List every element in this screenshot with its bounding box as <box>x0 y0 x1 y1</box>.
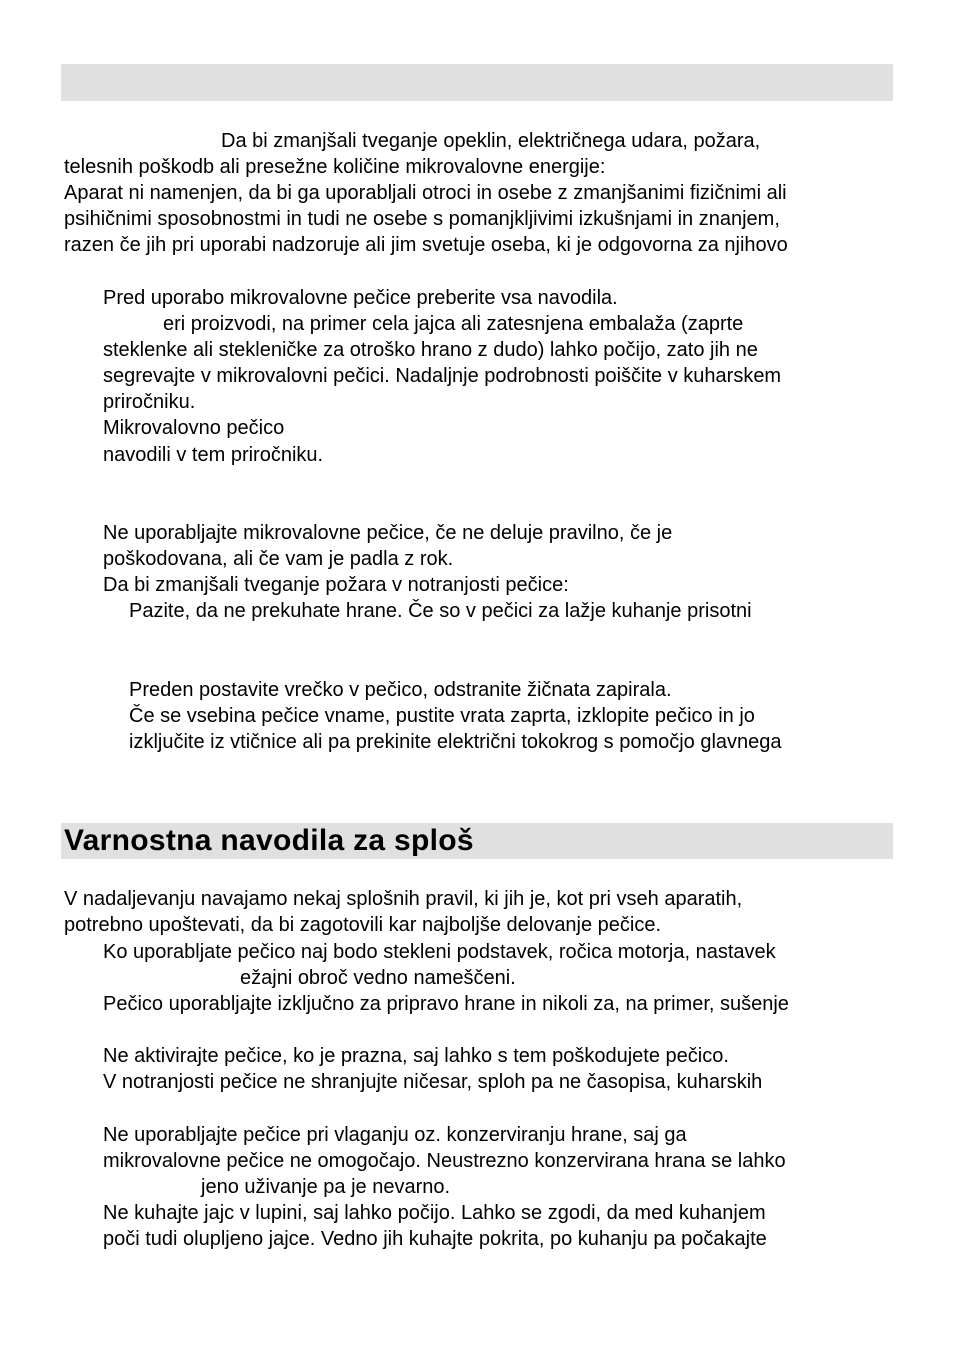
text-line: razen če jih pri uporabi nadzoruje ali jim svetuje oseba, ki je odgovorna za njihovo <box>64 234 788 256</box>
text-line: Preden postavite vrečko v pečico, odstranite žičnata zapirala. <box>129 679 672 701</box>
text-line: Ne uporabljajte pečice pri vlaganju oz. konzerviranju hrane, saj ga <box>103 1124 687 1146</box>
text-line: Pečico uporabljajte izključno za pripravo hrane in nikoli za, na primer, sušenje <box>103 993 789 1015</box>
text-line: Da bi zmanjšali tveganje opeklin, električnega udara, požara, <box>221 130 761 152</box>
text-line: Da bi zmanjšali tveganje požara v notranjosti pečice: <box>103 574 569 596</box>
text-line: Pred uporabo mikrovalovne pečice preberite vsa navodila. <box>103 287 618 309</box>
text-line: V nadaljevanju navajamo nekaj splošnih pravil, ki jih je, kot pri vseh aparatih, <box>64 888 743 910</box>
text-line: telesnih poškodb ali presežne količine mikrovalovne energije: <box>64 156 606 178</box>
text-line: priročniku. <box>103 391 196 413</box>
text-line: navodili v tem priročniku. <box>103 444 324 466</box>
text-line: eri proizvodi, na primer cela jajca ali zatesnjena embalaža (zaprte <box>163 313 744 335</box>
top-section-bar <box>61 64 893 101</box>
text-line: Če se vsebina pečice vname, pustite vrata zaprta, izklopite pečico in jo <box>129 705 755 727</box>
text-line: Ne uporabljajte mikrovalovne pečice, če ne deluje pravilno, če je <box>103 522 673 544</box>
text-line: poči tudi olupljeno jajce. Vedno jih kuhajte pokrita, po kuhanju pa počakajte <box>103 1228 767 1250</box>
text-line: segrevajte v mikrovalovni pečici. Nadaljnje podrobnosti poiščite v kuharskem <box>103 365 782 387</box>
text-line: V notranjosti pečice ne shranjujte ničesar, sploh pa ne časopisa, kuharskih <box>103 1071 763 1093</box>
text-line: Ko uporabljate pečico naj bodo stekleni podstavek, ročica motorja, nastavek <box>103 941 776 963</box>
text-line: Ne kuhajte jajc v lupini, saj lahko počijo. Lahko se zgodi, da med kuhanjem <box>103 1202 766 1224</box>
text-line: Mikrovalovno pečico <box>103 417 285 439</box>
text-line: potrebno upoštevati, da bi zagotovili kar najboljše delovanje pečice. <box>64 914 662 936</box>
text-line: psihičnimi sposobnostmi in tudi ne osebe s pomanjkljivimi izkušnjami in znanjem, <box>64 208 780 230</box>
text-line: ežajni obroč vedno nameščeni. <box>240 967 516 989</box>
text-line: poškodovana, ali če vam je padla z rok. <box>103 548 454 570</box>
text-line: izključite iz vtičnice ali pa prekinite električni tokokrog s pomočjo glavnega <box>129 731 782 753</box>
section-heading: Varnostna navodila za sploš <box>64 824 474 857</box>
text-line: mikrovalovne pečice ne omogočajo. Neustrezno konzervirana hrana se lahko <box>103 1150 786 1172</box>
text-line: Aparat ni namenjen, da bi ga uporabljali otroci in osebe z zmanjšanimi fizičnimi ali <box>64 182 787 204</box>
text-line: steklenke ali stekleničke za otroško hrano z dudo) lahko počijo, zato jih ne <box>103 339 758 361</box>
text-line: jeno uživanje pa je nevarno. <box>201 1176 451 1198</box>
text-line: Ne aktivirajte pečice, ko je prazna, saj lahko s tem poškodujete pečico. <box>103 1045 729 1067</box>
text-line: Pazite, da ne prekuhate hrane. Če so v pečici za lažje kuhanje prisotni <box>129 600 752 622</box>
